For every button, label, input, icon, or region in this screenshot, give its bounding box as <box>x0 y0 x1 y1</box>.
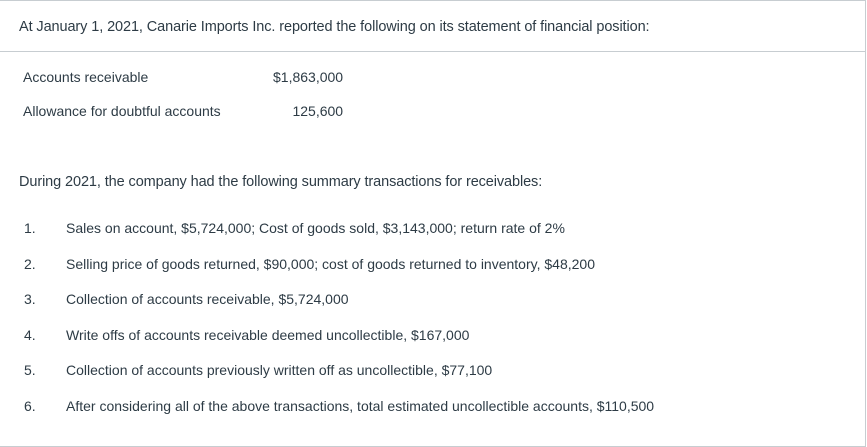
item-number: 3. <box>24 291 36 307</box>
balance-table <box>23 60 343 128</box>
item-text: Collection of accounts receivable, $5,724,000 <box>66 291 349 307</box>
balance-label: Allowance for doubtful accounts <box>23 103 221 119</box>
item-text: After considering all of the above transactions, total estimated uncollectible accounts, $110,500 <box>66 397 655 414</box>
item-text: Collection of accounts previously written off as uncollectible, $77,100 <box>66 362 493 378</box>
item-number: 6. <box>24 397 36 414</box>
balance-row <box>23 94 343 128</box>
item-number: 4. <box>24 326 36 343</box>
intro-text: At January 1, 2021, Canarie Imports Inc. reported the following on its statement of financial position: <box>19 19 650 35</box>
item-text: Write offs of accounts receivable deemed uncollectible, $167,000 <box>66 326 470 343</box>
balance-value: 125,600 <box>292 103 344 119</box>
balance-label: Accounts receivable <box>23 69 149 85</box>
transactions-intro: During 2021, the company had the following summary transactions for receivables: <box>19 174 543 190</box>
item-number: 5. <box>24 362 36 378</box>
balance-value: $1,863,000 <box>273 69 344 85</box>
item-text: Sales on account, $5,724,000; Cost of goods sold, $3,143,000; return rate of 2% <box>66 220 565 236</box>
item-text: Selling price of goods returned, $90,000; cost of goods returned to inventory, $48,200 <box>66 255 595 272</box>
item-number: 2. <box>24 255 36 272</box>
item-number: 1. <box>24 220 36 236</box>
divider <box>0 51 866 52</box>
balance-row <box>23 60 343 94</box>
